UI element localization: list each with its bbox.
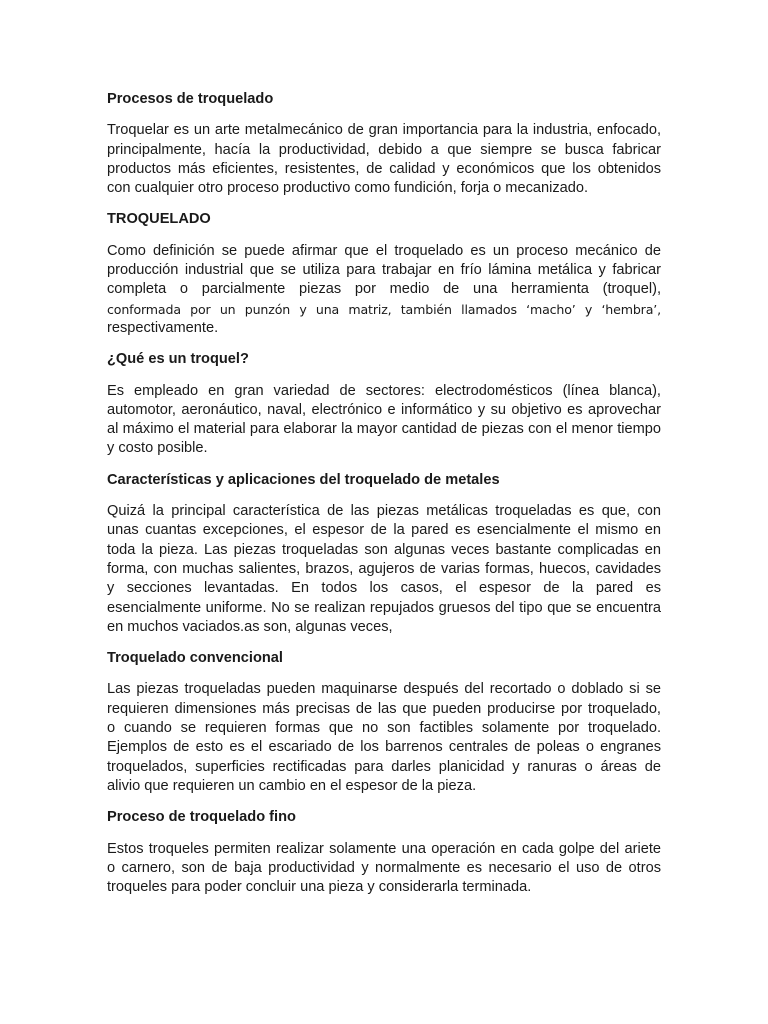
paragraph-line: completa o parcialmente piezas por medio de una herramienta (troquel), <box>107 281 661 298</box>
section-paragraph <box>107 382 661 459</box>
paragraph-line: productos más eficientes, resistentes, de calidad y económicos que los obtenidos <box>107 160 661 177</box>
paragraph-line: principalmente, hacía la productividad, debido a que siempre se busca fabricar <box>107 141 661 158</box>
section-heading: Troquelado convencional <box>107 650 283 667</box>
paragraph-line: troqueles para poder concluir una pieza y considerarla terminada. <box>107 879 532 896</box>
paragraph-line: conformada por un punzón y una matriz, también llamados ‘macho’ y ‘hembra’, <box>107 301 661 317</box>
section-paragraph <box>107 502 661 637</box>
paragraph-line: alivio que requieren un cambio en el espesor de la pieza. <box>107 777 477 794</box>
paragraph-line: y secciones levantadas. En todos los casos, el espesor de la pared es <box>107 580 661 597</box>
paragraph-line: Quizá la principal característica de las piezas metálicas troqueladas es que, con <box>107 503 661 520</box>
paragraph-line: requieren dimensiones más precisas de las que pueden producirse por troquelado, <box>107 700 661 717</box>
paragraph-line: troquelados, superficies rectificadas para darles planicidad y ranuras o áreas de <box>107 758 661 775</box>
section-heading: TROQUELADO <box>107 211 211 228</box>
paragraph-line: automotor, aeronáutico, naval, electrónico e informático y su objetivo es aprovechar <box>107 401 661 418</box>
section-paragraph <box>107 680 661 796</box>
paragraph-line: esencialmente uniforme. No se realizan repujados gruesos del tipo que se encuentra <box>107 599 661 616</box>
paragraph-line: al máximo el material para elaborar la mayor cantidad de piezas con el menor tiempo <box>107 421 661 438</box>
paragraph-line: respectivamente. <box>107 319 219 336</box>
paragraph-line: Es empleado en gran variedad de sectores: electrodomésticos (línea blanca), <box>107 382 661 399</box>
paragraph-line: con cualquier otro proceso productivo como fundición, forja o mecanizado. <box>107 180 589 197</box>
paragraph-line: unas cuantas excepciones, el espesor de la pared es esencialmente el mismo en <box>107 522 661 539</box>
paragraph-line: en muchos vaciados.as son, algunas veces, <box>107 618 393 635</box>
paragraph-line: Estos troqueles permiten realizar solamente una operación en cada golpe del ariete <box>107 840 661 857</box>
paragraph-line: y costo posible. <box>107 440 208 457</box>
paragraph-line: producción industrial que se utiliza para trabajar en frío lámina metálica y fabricar <box>107 262 661 279</box>
paragraph-line: o carnero, son de baja productividad y normalmente es necesario el uso de otros <box>107 859 661 876</box>
paragraph-line: Como definición se puede afirmar que el troquelado es un proceso mecánico de <box>107 242 661 259</box>
section-paragraph <box>107 840 661 898</box>
section-paragraph <box>107 242 661 338</box>
section-paragraph <box>107 121 661 198</box>
paragraph-line: Troquelar es un arte metalmecánico de gran importancia para la industria, enfocado, <box>107 122 661 139</box>
paragraph-line: Las piezas troqueladas pueden maquinarse después del recortado o doblado si se <box>107 681 661 698</box>
document-body <box>107 90 661 909</box>
paragraph-line: toda la pieza. Las piezas troqueladas son algunas veces bastante complicadas en <box>107 541 661 558</box>
paragraph-line: Ejemplos de esto es el escariado de los barrenos centrales de poleas o engranes <box>107 739 661 756</box>
section-heading: Proceso de troquelado fino <box>107 809 296 826</box>
section-heading: ¿Qué es un troquel? <box>107 351 249 368</box>
paragraph-line: forma, con muchas salientes, brazos, agujeros de varias formas, huecos, cavidades <box>107 560 661 577</box>
section-heading: Procesos de troquelado <box>107 91 274 107</box>
paragraph-line: o cuando se requieren formas que no son factibles solamente por troquelado. <box>107 720 661 737</box>
section-heading: Características y aplicaciones del troquelado de metales <box>107 471 500 488</box>
